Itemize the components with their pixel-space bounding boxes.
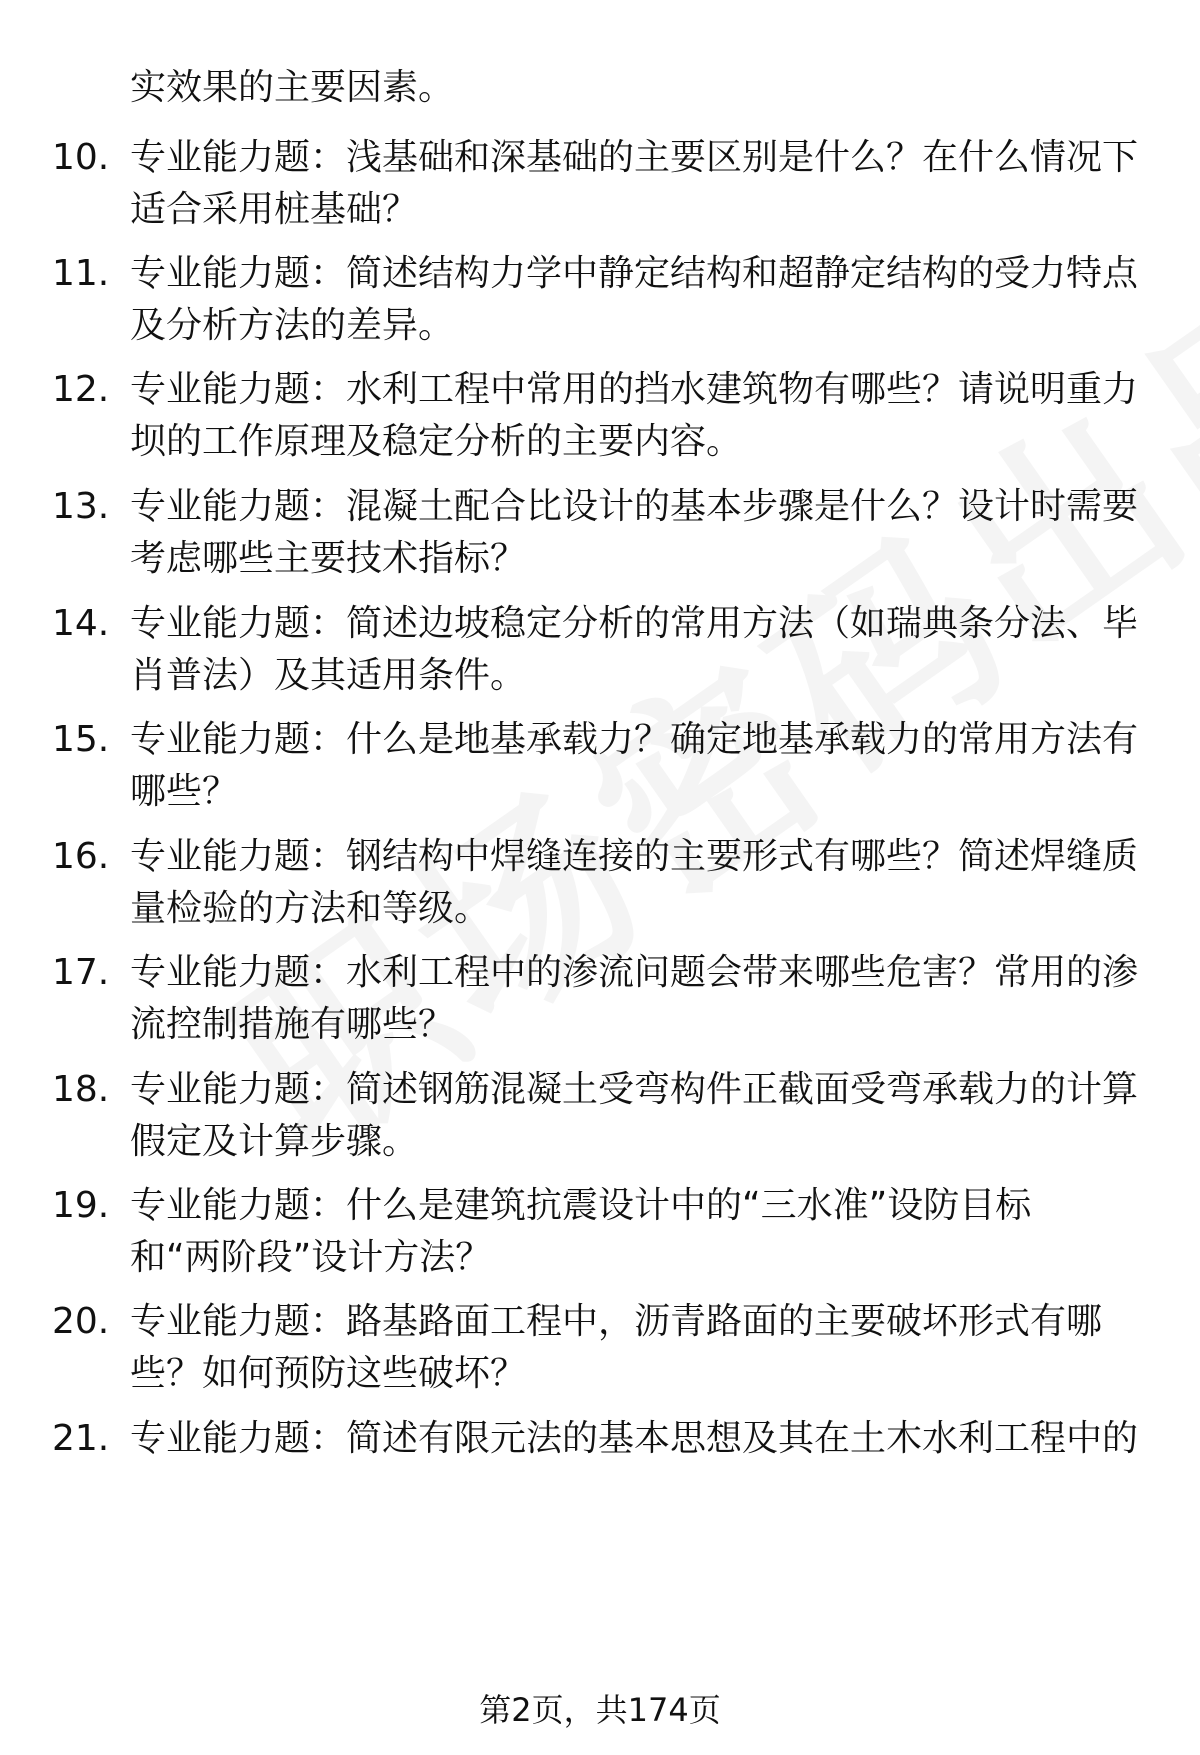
item-number: 21. xyxy=(52,1418,110,1459)
item-text: 专业能力题：简述有限元法的基本思想及其在土木水利工程中的 xyxy=(130,1418,1139,1459)
item-text: 专业能力题：简述钢筋混凝土受弯构件正截面受弯承载力的计算假定及计算步骤。 xyxy=(130,1069,1139,1162)
item-text: 专业能力题：混凝土配合比设计的基本步骤是什么？设计时需要考虑哪些主要技术指标？ xyxy=(130,486,1139,579)
item-text: 专业能力题：水利工程中常用的挡水建筑物有哪些？请说明重力坝的工作原理及稳定分析的主要内容。 xyxy=(130,369,1139,462)
item-text: 专业能力题：什么是地基承载力？确定地基承载力的常用方法有哪些？ xyxy=(130,719,1139,812)
item-text: 专业能力题：路基路面工程中，沥青路面的主要破坏形式有哪些？如何预防这些破坏？ xyxy=(130,1301,1103,1394)
item-number: 18. xyxy=(52,1069,110,1110)
item-text: 专业能力题：钢结构中焊缝连接的主要形式有哪些？简述焊缝质量检验的方法和等级。 xyxy=(130,836,1139,929)
item-number: 13. xyxy=(52,486,110,527)
item-text: 专业能力题：水利工程中的渗流问题会带来哪些危害？常用的渗流控制措施有哪些？ xyxy=(130,952,1139,1045)
item-number: 14. xyxy=(52,603,110,644)
item-number: 19. xyxy=(52,1185,110,1226)
item-number: 16. xyxy=(52,836,110,877)
item-number: 15. xyxy=(52,719,110,760)
item-number: 10. xyxy=(52,137,110,178)
item-number: 12. xyxy=(52,369,110,410)
page-footer: 第2页，共174页 xyxy=(479,1691,721,1729)
item-text: 专业能力题：什么是建筑抗震设计中的“三水准”设防目标和“两阶段”设计方法？ xyxy=(130,1185,1032,1278)
item-number: 17. xyxy=(52,952,110,993)
item-text: 专业能力题：简述结构力学中静定结构和超静定结构的受力特点及分析方法的差异。 xyxy=(130,253,1139,346)
item-number: 11. xyxy=(52,253,110,294)
item-text: 专业能力题：浅基础和深基础的主要区别是什么？在什么情况下适合采用桩基础？ xyxy=(130,137,1139,230)
item-text: 专业能力题：简述边坡稳定分析的常用方法（如瑞典条分法、毕肖普法）及其适用条件。 xyxy=(130,603,1139,696)
item-number: 20. xyxy=(52,1301,110,1342)
continuation-text: 实效果的主要因素。 xyxy=(130,67,455,108)
